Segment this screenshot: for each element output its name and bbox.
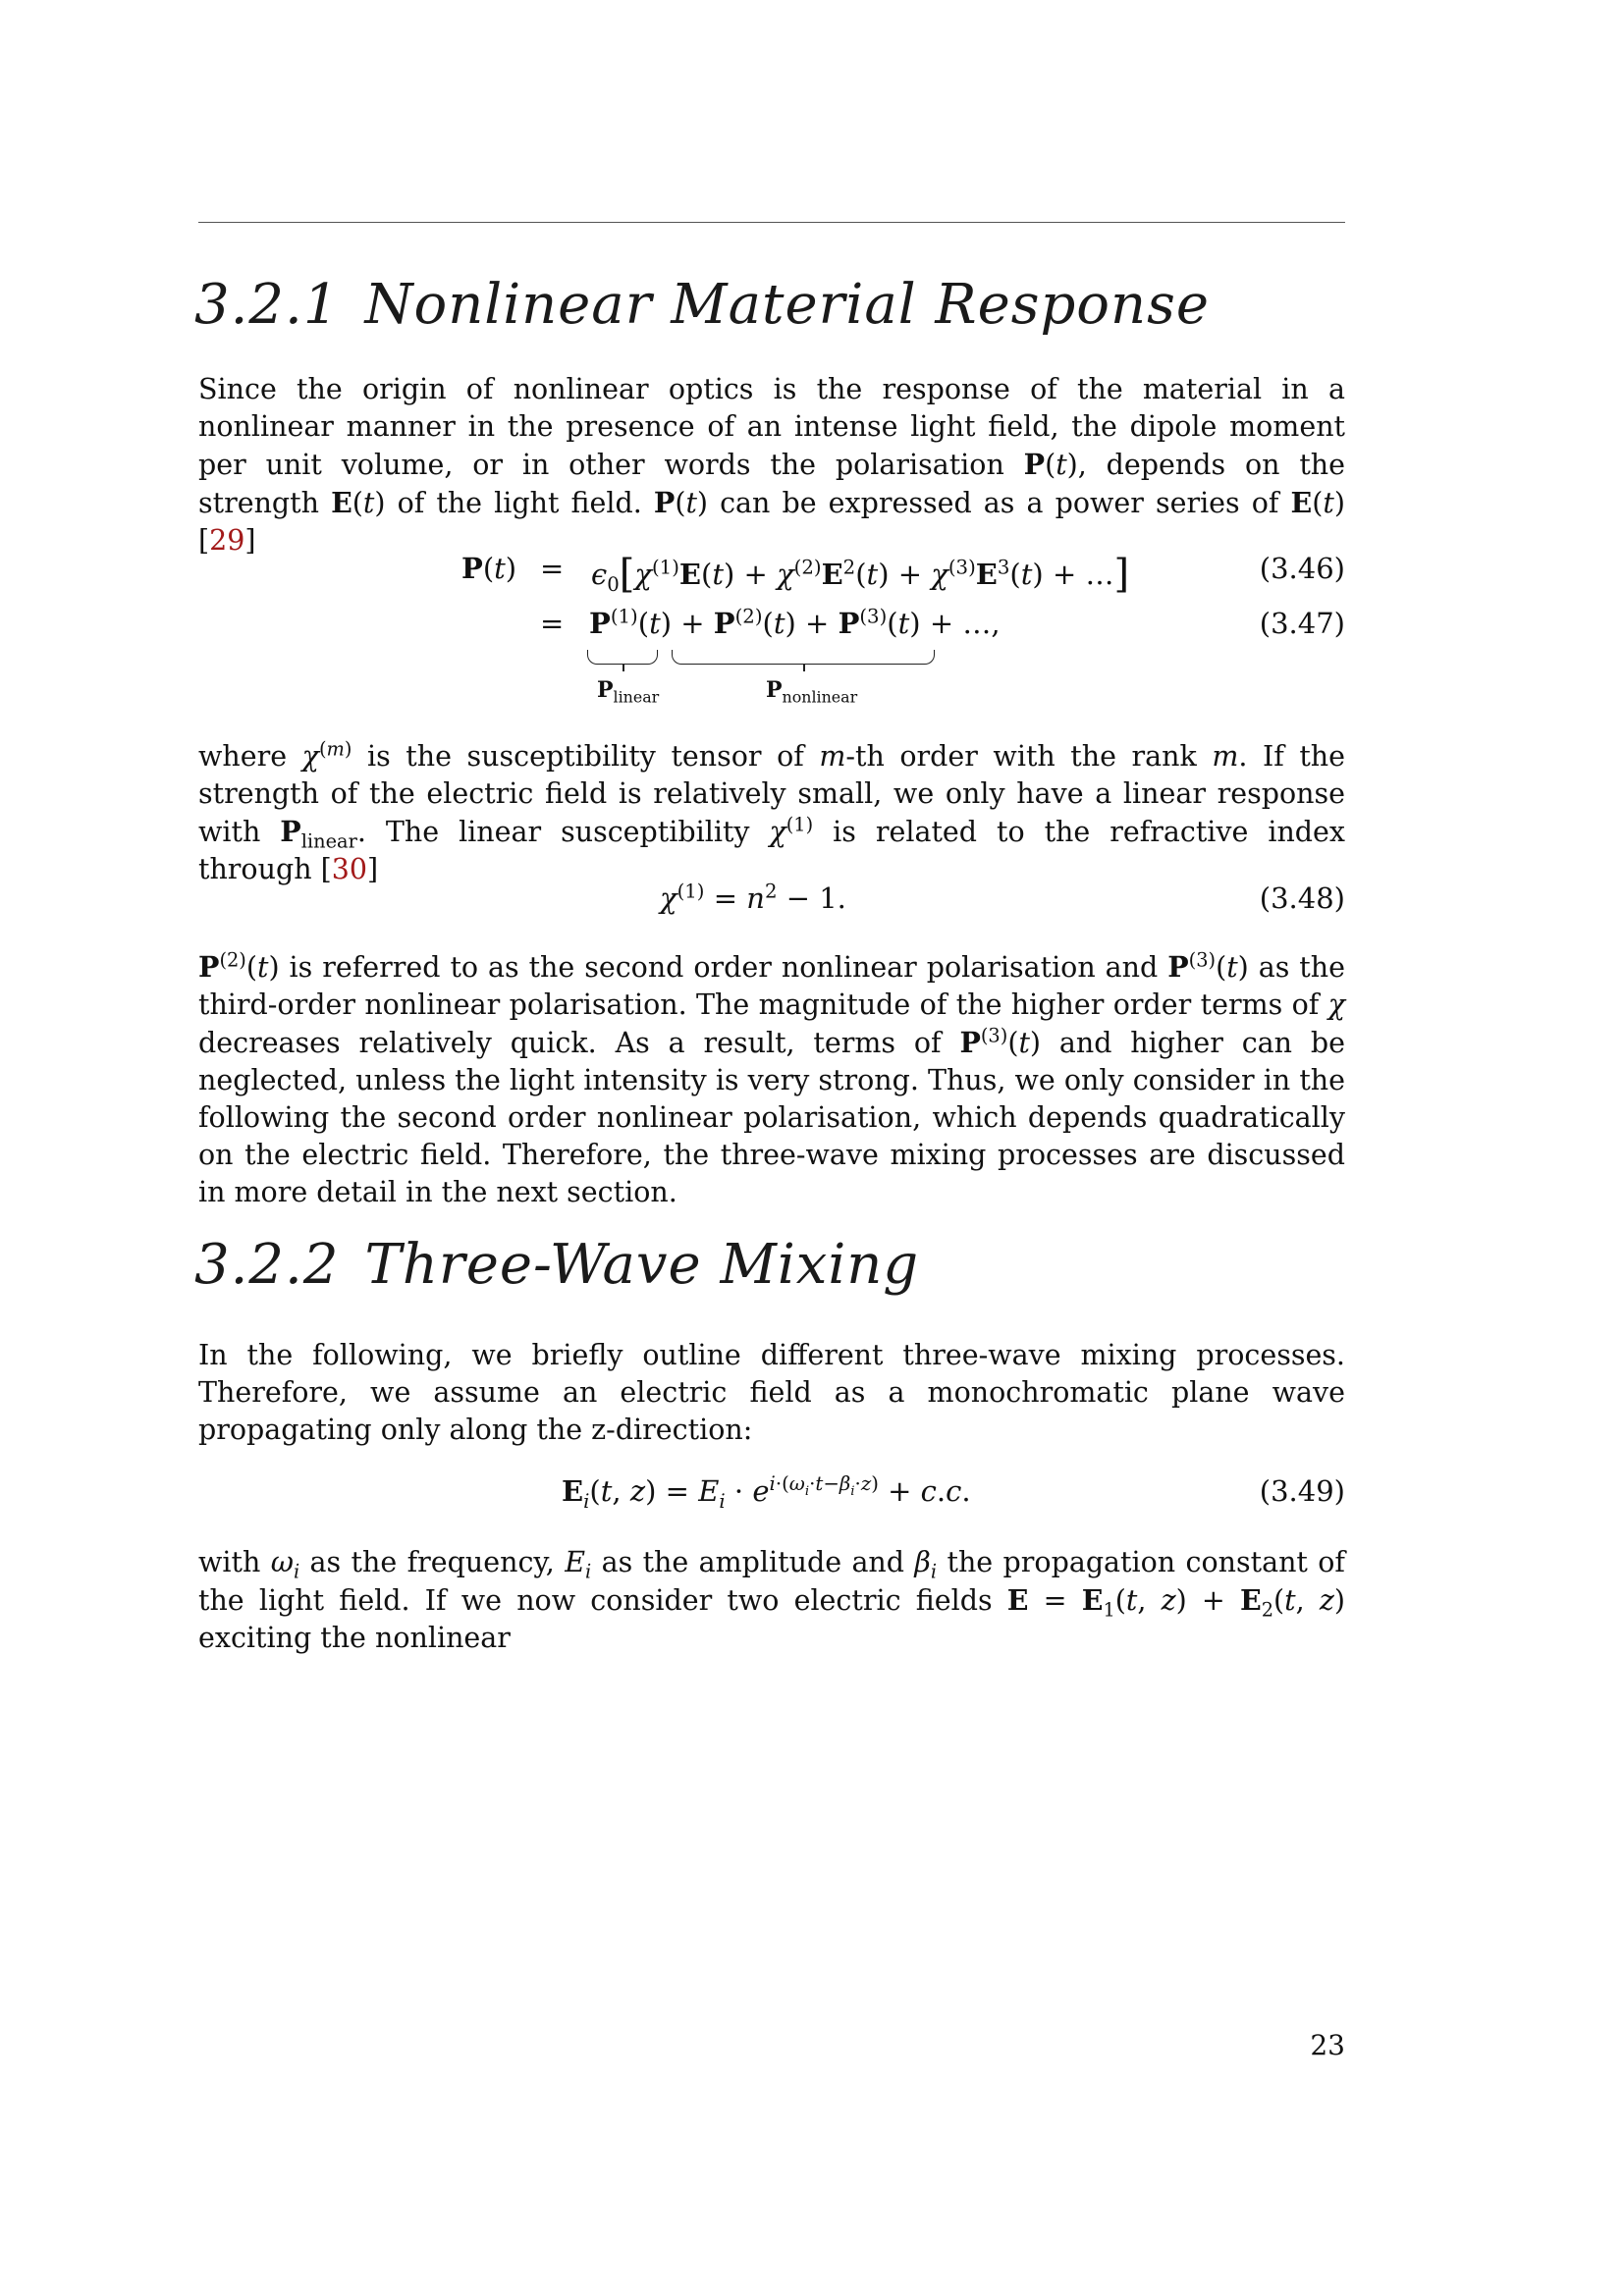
- label-p-nonlinear: $P_{nonlinear}$: [766, 677, 858, 707]
- equation-3-47: = $P^{(1)}(t) + P^{(2)}(t) + P^{(3)}(t)$ + …, (3.47): [540, 605, 1345, 640]
- equation-number: (3.49): [1259, 1474, 1345, 1508]
- paragraph-three-wave-intro: In the following, we briefly outline different three-wave mixing processes. Therefore, we assume an electric field as a monochromatic plane wave propagating only along the z-direction:: [198, 1339, 1345, 1446]
- underbrace-linear: [587, 650, 658, 665]
- section-title: Three-Wave Mixing: [364, 1233, 920, 1297]
- equation-number: (3.47): [1259, 607, 1345, 640]
- citation-link[interactable]: 30: [331, 853, 367, 885]
- section-heading-3-2-1: [194, 273, 1210, 337]
- citation-link[interactable]: 29: [209, 524, 245, 557]
- paragraph-intro: Since the origin of nonlinear optics is the response of the material in a nonlinear manner in the presence of an intense light field, the dipole moment per unit volume, or in other words the polarisation P(t), depends on the strength E(t) of the light field. P(t) can be expressed as a power series of E(t) [29]: [198, 373, 1345, 557]
- label-p-linear: $P_{linear}$: [597, 677, 660, 707]
- section-title: Nonlinear Material Response: [364, 273, 1210, 337]
- equation-3-46: P(t) = $\epsilon_0[\chi^{(1)}E(t) + \chi^{(2)}E^2(t) + \chi^{(3)}E^3(t)$ + …] (3.46): [461, 552, 1345, 597]
- equation-3-49: $E_i(t$, $z) = E_i \cdot e^{i\cdot(\omega_i\cdot t-\beta_i\cdot z)} + c.c$. (3.49): [562, 1472, 1345, 1513]
- section-number: 3.2.2: [194, 1233, 340, 1297]
- paragraph-higher-order: $P^{(2)}(t)$ is referred to as the second order nonlinear polarisation and $P^{(3)}(t)$ as the third-order nonlinear polarisation. The magnitude of the higher order terms of χ decreases relatively quick. As a result, terms of $P^{(3)}(t)$ and higher can be neglected, unless the light intensity is very strong. Thus, we only consider in the following the second order nonlinear polarisation, which depends quadratically on the electric field. Therefore, the three-wave mixing processes are discussed in more detail in the next section.: [198, 948, 1345, 1208]
- underbrace-nonlinear: [672, 650, 935, 665]
- paragraph-two-fields: with $\omega_i$ as the frequency, $E_i$ as the amplitude and $\beta_i$ the propagation constant of the light field. If we now consider two electric fields $E = E_1(t$, $z) + E_2(t$, z) exciting the nonlinear: [198, 1546, 1345, 1654]
- section-number: 3.2.1: [194, 273, 340, 337]
- section-heading-3-2-2: [194, 1233, 919, 1297]
- equation-number: (3.48): [1259, 881, 1345, 915]
- equation-3-48: $\chi^{(1)} = n^2 - 1$. (3.48): [660, 880, 1345, 915]
- header-rule: [198, 222, 1345, 223]
- equation-number: (3.46): [1259, 552, 1345, 585]
- page-number: 23: [1310, 2029, 1345, 2061]
- paragraph-susceptibility: where $\chi^{(m)}$ is the susceptibility tensor of m-th order with the rank m. If the strength of the electric field is relatively small, we only have a linear response with $P_{linear}$. The linear susceptibility $\chi^{(1)}$ is related to the refractive index through [30]: [198, 737, 1346, 885]
